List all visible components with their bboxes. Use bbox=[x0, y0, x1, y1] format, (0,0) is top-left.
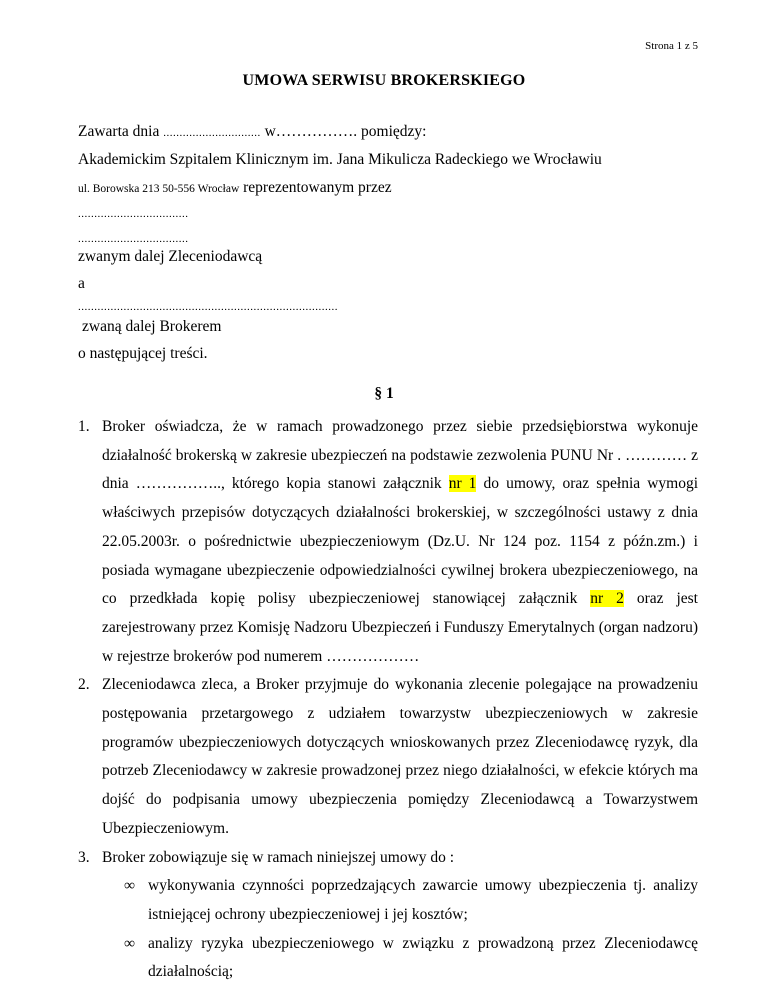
party1-address: ul. Borowska 213 50-556 Wrocław bbox=[78, 183, 240, 195]
between-text: pomiędzy: bbox=[361, 123, 427, 140]
document-title: UMOWA SERWISU BROKERSKIEGO bbox=[242, 72, 526, 89]
paragraph-1-text-c: oraz jest zarejestrowany przez Komisję Nadzoru Ubezpieczeń i Funduszy Emerytalnych (organ nadzoru) w rejestrze brokerów pod numerem ……………… bbox=[102, 590, 698, 665]
paragraph-number: 1. bbox=[78, 418, 90, 435]
highlight-attachment-1: nr 1 bbox=[448, 475, 477, 493]
paragraph-2 bbox=[78, 671, 698, 843]
representative-line-1: .................................. bbox=[78, 208, 189, 220]
highlight-attachment-2: nr 2 bbox=[590, 590, 624, 608]
party1-address-line bbox=[78, 178, 392, 199]
concluded-line bbox=[78, 122, 426, 143]
paragraph-1-text-b: do umowy, oraz spełnia wymogi właściwych przepisów dotyczących działalności brokerskiej, w szczególności ustawy z dnia 22.05.2003r. o pośrednictwie ubezpieczeniowym (Dz.U. Nr 124 poz. 1154 z późn.zm.) i posiada wymagane ubezpieczenie odpowiedzialności cywilnej brokera ubezpieczeniowego, na co przedkłada kopię polisy ubezpieczeniowej stanowiącej załącznik bbox=[102, 475, 698, 608]
list-item bbox=[102, 872, 698, 929]
place-placeholder: w……………. bbox=[264, 123, 358, 140]
bullet-list bbox=[102, 872, 698, 987]
date-placeholder: .............................. bbox=[163, 127, 261, 139]
paragraph-1 bbox=[78, 413, 698, 671]
paragraph-number: 2. bbox=[78, 676, 90, 694]
paragraph-1-text-a: Broker oświadcza, że w ramach prowadzonego przez siebie przedsiębiorstwa wykonuje działalność brokerską w zakresie ubezpieczeń na podstawie zezwolenia PUNU Nr . ………… z dnia …………….., którego kopia stanowi załącznik bbox=[102, 418, 698, 493]
paragraph-2-text: Zleceniodawca zleca, a Broker przyjmuje do wykonania zlecenie polegające na prowadzeniu postępowania przetargowego z udziałem towarzystw ubezpieczeniowych w zakresie programów ubezpieczeniowych dotyczących wnioskowanych przez Zleceniodawcę ryzyk, dla potrzeb Zleceniodawcy w zakresie prowadzonej przez niego działalności, w efekcie których ma dojść do podpisania umowy ubezpieczenia pomiędzy Zleceniodawcą a Towarzystwem Ubezpieczeniowym. bbox=[102, 676, 698, 837]
section-heading: § 1 bbox=[374, 385, 394, 402]
and-text: a bbox=[78, 275, 85, 292]
representative-line-2: .................................. bbox=[78, 233, 189, 245]
party2-placeholder: ................................................................................ bbox=[78, 301, 338, 313]
page-number: Strona 1 z 5 bbox=[645, 40, 698, 52]
represented-by: reprezentowanym przez bbox=[243, 179, 392, 196]
party1-name: Akademickim Szpitalem Klinicznym im. Jana Mikulicza Radeckiego we Wrocławiu bbox=[78, 151, 602, 168]
bullet-text: analizy ryzyka ubezpieczeniowego w związku z prowadzoną przez Zleceniodawcę działalnością; bbox=[148, 934, 698, 981]
paragraph-number: 3. bbox=[78, 848, 90, 866]
bullet-text: wykonywania czynności poprzedzających zawarcie umowy ubezpieczenia tj. analizy istniejącej ochrony ubezpieczeniowej i jej kosztów; bbox=[148, 877, 698, 923]
content-intro: o następującej treści. bbox=[78, 345, 208, 362]
infinity-bullet-icon: ∞ bbox=[124, 877, 136, 895]
paragraph-3 bbox=[78, 844, 698, 988]
called-broker: zwaną dalej Brokerem bbox=[82, 318, 222, 335]
list-item bbox=[102, 930, 698, 987]
paragraph-list bbox=[78, 413, 698, 987]
paragraph-3-text: Broker zobowiązuje się w ramach niniejszej umowy do : bbox=[102, 848, 455, 866]
infinity-bullet-icon: ∞ bbox=[124, 934, 136, 952]
concluded-prefix: Zawarta dnia bbox=[78, 123, 160, 140]
called-client: zwanym dalej Zleceniodawcą bbox=[78, 248, 263, 265]
